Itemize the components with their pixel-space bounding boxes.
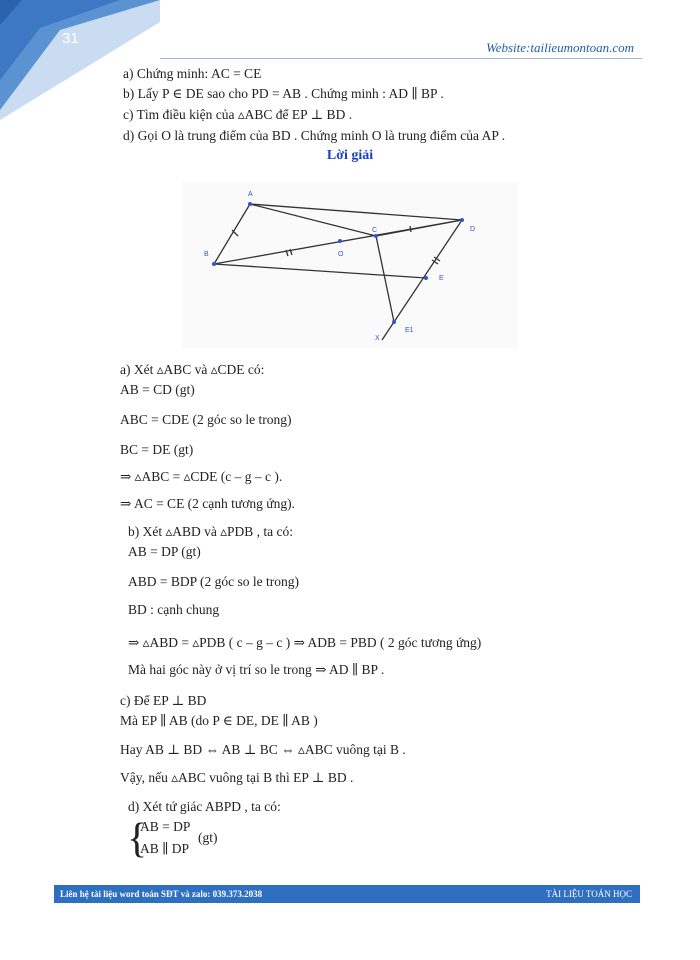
footer-contact: Liên hệ tài liệu word toán SĐT và zalo: 039.373.2038 — [60, 889, 263, 899]
label-c: C — [372, 227, 378, 234]
question-b: b) Lấy P ∈ DE sao cho PD = AB . Chứng minh : AD ∥ BP . — [123, 86, 444, 101]
part-a-intro: a) Xét ▵ABC và ▵CDE có: — [120, 362, 265, 377]
part-d-cond-2: AB ∥ DP — [140, 841, 189, 856]
question-d: d) Gọi O là trung điểm của BD . Chứng minh O là trung điểm của AP . — [123, 128, 506, 143]
corner-decoration — [0, 0, 160, 120]
label-a: A — [248, 191, 253, 198]
part-b-line-4: ⇒ ▵ABD = ▵PDB ( c – g – c ) ⇒ ADB = PBD ( 2 góc tương ứng) — [128, 635, 482, 650]
label-x: X — [375, 335, 380, 342]
question-c: c) Tìm điều kiện của ▵ABC để EP ⊥ BD . — [123, 107, 353, 122]
label-e1: E1 — [405, 327, 414, 334]
part-d-cond-1: AB = DP — [140, 819, 191, 834]
label-e: E — [439, 275, 444, 282]
geometry-figure — [182, 182, 518, 348]
system-brace: { — [127, 816, 148, 862]
part-a-line-2: ABC = CDE (2 góc so le trong) — [120, 412, 292, 427]
question-a: a) Chứng minh: AC = CE — [123, 66, 262, 81]
part-b-line-5: Mà hai góc này ở vị trí so le trong ⇒ AD ∥ BP . — [128, 662, 385, 677]
part-a-line-5: ⇒ AC = CE (2 cạnh tương ứng). — [120, 496, 295, 511]
part-b-line-2: ABD = BDP (2 góc so le trong) — [128, 574, 299, 589]
label-d: D — [470, 226, 476, 233]
part-c-line-2: Hay AB ⊥ BD ⇔ AB ⊥ BC ⇔ ▵ABC vuông tại B . — [120, 742, 406, 757]
part-a-line-3: BC = DE (gt) — [120, 442, 194, 457]
part-c-intro: c) Để EP ⊥ BD — [120, 693, 207, 708]
part-c-line-1: Mà EP ∥ AB (do P ∈ DE, DE ∥ AB ) — [120, 713, 318, 728]
part-a-line-4: ⇒ ▵ABC = ▵CDE (c – g – c ). — [120, 469, 283, 484]
part-b-line-1: AB = DP (gt) — [128, 544, 201, 559]
part-d-gt: (gt) — [198, 830, 218, 845]
label-o: O — [338, 251, 344, 258]
solution-heading: Lời giải — [326, 148, 374, 163]
part-c-line-3: Vậy, nếu ▵ABC vuông tại B thì EP ⊥ BD . — [120, 770, 354, 785]
part-a-line-1: AB = CD (gt) — [120, 382, 195, 397]
footer-brand: TÀI LIỆU TOÁN HỌC — [546, 889, 632, 899]
page-number: 31 — [62, 30, 79, 47]
website-header: Website:tailieumontoan.com — [486, 40, 634, 55]
label-b: B — [204, 251, 209, 258]
part-b-intro: b) Xét ▵ABD và ▵PDB , ta có: — [128, 524, 294, 539]
footer-bar — [54, 885, 640, 903]
part-d-intro: d) Xét tứ giác ABPD , ta có: — [128, 799, 281, 814]
header-rule — [160, 58, 642, 59]
part-b-line-3: BD : cạnh chung — [128, 602, 220, 617]
